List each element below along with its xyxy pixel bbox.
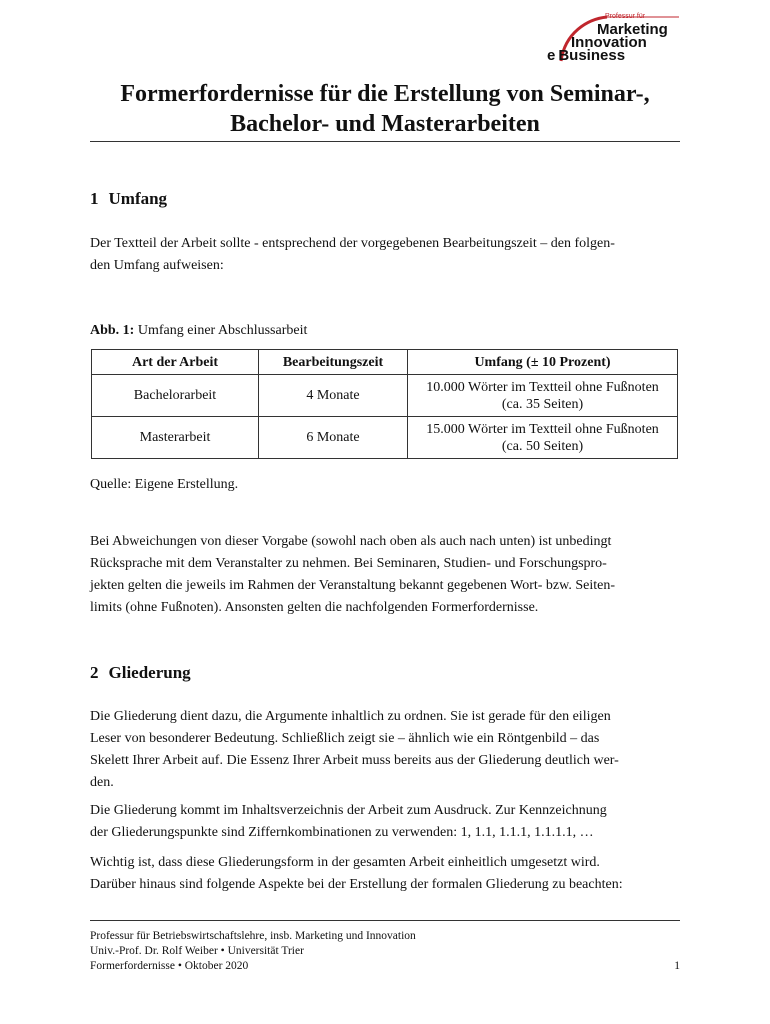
table-header-row [92,350,678,375]
section-title: Umfang [108,189,168,208]
gliederung-paragraph-1 [90,706,680,794]
deviation-paragraph [90,531,680,619]
paragraph-line: Die Gliederung kommt im Inhaltsverzeichnis der Arbeit zum Ausdruck. Zur Kennzeichnung [90,803,607,818]
logo-line-innovation: Innovation [571,34,647,51]
section-number: 1 [90,189,99,208]
paragraph-line: Leser von besonderer Bedeutung. Schließlich zeigt sie – ähnlich wie ein Röntgenbild – das [90,731,600,746]
umfang-pages: (ca. 50 Seiten) [501,438,584,454]
paragraph-line: Der Textteil der Arbeit sollte - entsprechend der vorgegebenen Bearbeitungszeit – den folgen- [90,236,615,251]
logo-e: e [547,47,556,64]
table-row [92,375,678,417]
document-title-line1: Formerfordernisse für die Erstellung von Seminar-, [120,81,650,107]
logo-line-ebusiness [547,48,625,63]
section-heading-umfang [90,189,167,209]
table-cell-art: Bachelorarbeit [92,375,259,417]
gliederung-paragraph-3 [90,852,680,896]
title-rule [90,141,680,142]
table-row [92,417,678,459]
caption-text: Umfang einer Abschlussarbeit [134,323,308,338]
umfang-table [91,349,678,459]
table-header: Umfang (± 10 Prozent) [408,350,678,375]
umfang-pages: (ca. 35 Seiten) [501,396,584,412]
table-cell-art: Masterarbeit [92,417,259,459]
umfang-text: 10.000 Wörter im Textteil ohne Fußnoten [426,379,659,395]
table-cell-umfang [408,375,678,417]
paragraph-line: den. [90,775,114,790]
section-number: 2 [90,663,99,682]
table-header: Art der Arbeit [92,350,259,375]
footer-line-professor: Univ.-Prof. Dr. Rolf Weiber • Universität Trier [90,945,304,957]
paragraph-line: Darüber hinaus sind folgende Aspekte bei der Erstellung der formalen Gliederung zu beachten: [90,877,623,892]
table-header: Bearbeitungszeit [259,350,408,375]
caption-label: Abb. 1: [90,323,135,338]
umfang-text: 15.000 Wörter im Textteil ohne Fußnoten [426,421,659,437]
paragraph-line: Bei Abweichungen von dieser Vorgabe (sowohl nach oben als auch nach unten) ist unbedingt [90,534,612,549]
intro-paragraph [90,233,680,277]
paragraph-line: Die Gliederung dient dazu, die Argumente inhaltlich zu ordnen. Sie ist gerade für den eiligen [90,709,611,724]
logo-business: Business [558,47,626,64]
paragraph-line: den Umfang aufweisen: [90,258,224,273]
footer-line-document: Formerfordernisse • Oktober 2020 [90,960,249,972]
document-title-line2: Bachelor- und Masterarbeiten [230,111,540,137]
footer-line-professur: Professur für Betriebswirtschaftslehre, insb. Marketing und Innovation [90,930,416,942]
paragraph-line: Rücksprache mit dem Veranstalter zu nehmen. Bei Seminaren, Studien- und Forschungspro- [90,556,607,571]
page-number: 1 [674,960,680,972]
logo-tagline: Professur für [605,13,646,20]
table-cell-zeit: 4 Monate [259,375,408,417]
paragraph-line: Wichtig ist, dass diese Gliederungsform in der gesamten Arbeit einheitlich umgesetzt wird. [90,855,600,870]
section-heading-gliederung [90,663,191,683]
paragraph-line: der Gliederungspunkte sind Ziffernkombinationen zu verwenden: 1, 1.1, 1.1.1, 1.1.1.1, … [90,825,594,840]
figure-caption [90,320,680,342]
paragraph-line: limits (ohne Fußnoten). Ansonsten gelten die nachfolgenden Formerfordernisse. [90,600,539,615]
table-source: Quelle: Eigene Erstellung. [90,477,239,492]
footer [90,929,416,974]
paragraph-line: Skelett Ihrer Arbeit auf. Die Essenz Ihrer Arbeit muss bereits aus der Gliederung deutlich wer- [90,753,619,768]
table-cell-zeit: 6 Monate [259,417,408,459]
gliederung-paragraph-2 [90,800,680,844]
section-title: Gliederung [108,663,191,682]
paragraph-line: jekten gelten die jeweils im Rahmen der Veranstaltung bekannt gegebenen Wort- bzw. Seiten- [90,578,616,593]
logo [547,11,687,67]
footer-rule [90,920,680,921]
table-cell-umfang [408,417,678,459]
logo-line-marketing: Marketing [597,21,668,38]
